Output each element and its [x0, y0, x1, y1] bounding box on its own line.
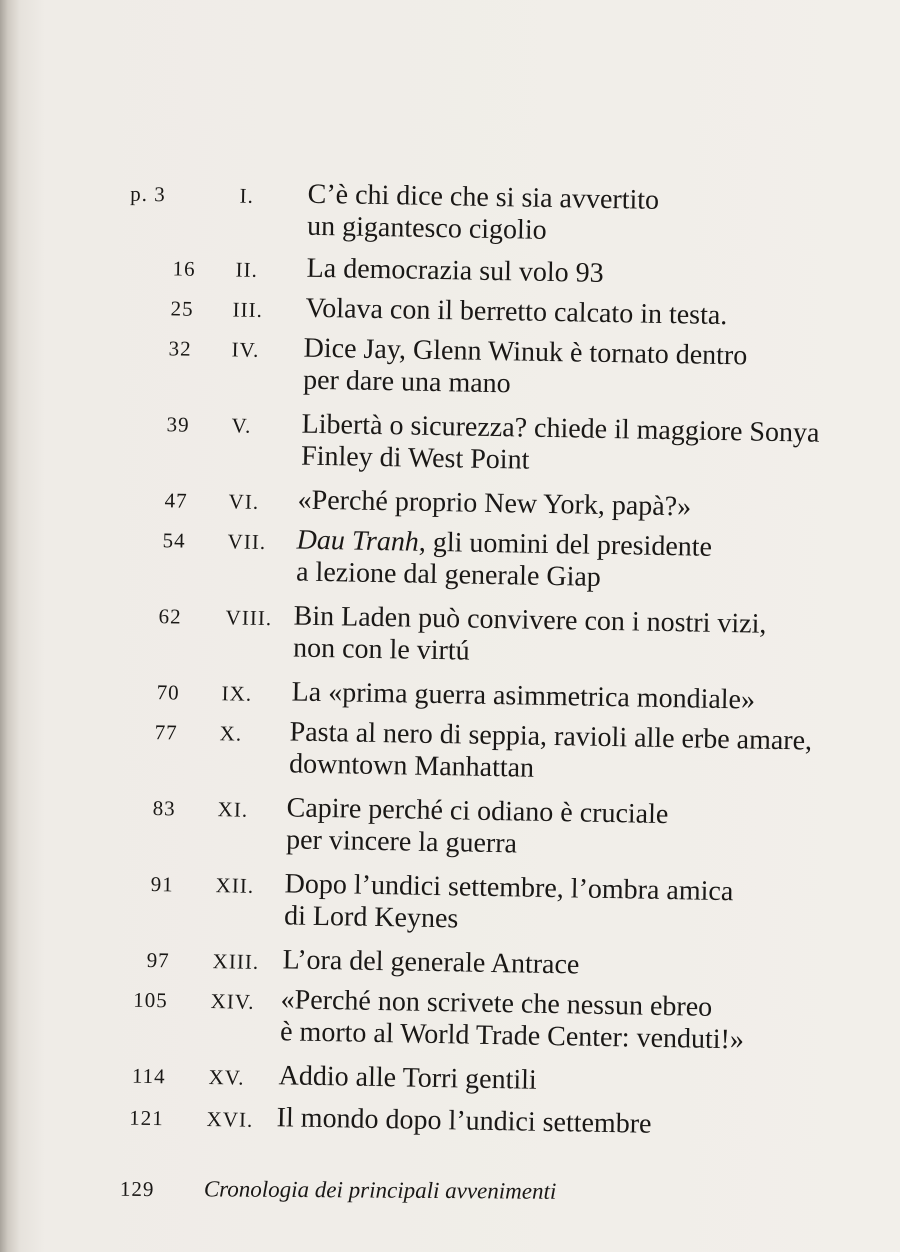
toc-chapter-numeral: VI.: [228, 489, 260, 514]
toc-entry: [0, 247, 900, 289]
toc-title-line-1: «Perché proprio New York, papà?»: [297, 484, 692, 523]
toc-entry: [0, 1097, 900, 1140]
toc-page-number: 16: [172, 256, 196, 281]
toc-title-line-1: Il mondo dopo l’undici settembre: [276, 1102, 652, 1140]
toc-chapter-title: [282, 944, 579, 981]
toc-page-number: p. 3: [129, 181, 166, 207]
toc-chapter-title: [297, 485, 691, 524]
toc-chapter-numeral: X.: [219, 721, 243, 746]
toc-page-number: 114: [131, 1063, 166, 1089]
toc-title-line-2: non con le virtú: [292, 632, 470, 667]
toc-chapter-title: [305, 293, 727, 332]
toc-title-line-1: La democrazia sul volo 93: [306, 252, 604, 289]
toc-title-line-2: a lezione dal generale Giap: [295, 556, 602, 593]
toc-page-number: 47: [164, 488, 188, 513]
toc-chapter-numeral: VII.: [227, 529, 267, 555]
toc-final-entry: [0, 1172, 900, 1204]
toc-page-number: 25: [170, 296, 194, 321]
toc-title-line-1: Bin Laden può convivere con i nostri vizi,: [293, 600, 767, 640]
toc-page-number: 70: [156, 680, 180, 705]
toc-title-line-2: per dare una mano: [302, 364, 511, 400]
toc-page-number: 83: [152, 796, 176, 821]
toc-title-line-1: Pasta al nero di seppia, ravioli alle erbe amare,: [289, 716, 813, 757]
toc-page-number: 32: [168, 336, 192, 361]
toc-chapter-numeral: XV.: [208, 1065, 245, 1090]
toc-page-number: 54: [162, 528, 186, 553]
toc-chapter-numeral: IV.: [231, 337, 260, 362]
toc-entry: [0, 939, 900, 981]
toc-entry: [0, 1055, 900, 1096]
toc-entry: [0, 671, 900, 716]
toc-entry: [0, 327, 900, 400]
toc-page-number: 62: [158, 604, 182, 629]
toc-title-line-1: L’ora del generale Antrace: [282, 944, 580, 981]
toc-chapter-title: [291, 676, 755, 716]
toc-title-line-1: Dice Jay, Glenn Winuk è tornato dentro: [303, 332, 748, 372]
toc-chapter-title: [280, 984, 745, 1056]
toc-chapter-numeral: VIII.: [225, 605, 273, 631]
toc-title-line-2: è morto al World Trade Center: venduti!»: [279, 1016, 745, 1056]
toc-title-line-2: Finley di West Point: [300, 440, 530, 476]
toc-chapter-title: [307, 179, 659, 249]
toc-page-number: 129: [119, 1176, 155, 1202]
toc-chapter-numeral: XIV.: [210, 989, 255, 1014]
toc-entry: [0, 863, 900, 935]
toc-entry: [0, 519, 900, 593]
toc-title-line-1: C’è chi dice che si sia avvertito: [307, 178, 660, 216]
toc-chapter-title: [278, 1060, 537, 1096]
toc-page-number: 39: [166, 412, 190, 437]
toc-title-line-2: per vincere la guerra: [285, 824, 518, 860]
toc-page-number: 77: [154, 720, 178, 745]
toc-title-line-2: downtown Manhattan: [288, 748, 535, 784]
toc-page-number: 91: [150, 872, 174, 897]
toc-chapter-title: [293, 601, 767, 673]
toc-page-number: 121: [128, 1105, 164, 1131]
toc-chapter-title: [301, 409, 820, 482]
toc-chapter-numeral: II.: [235, 257, 259, 282]
toc-chapter-title: [303, 333, 748, 405]
toc-page-number: 97: [146, 947, 170, 973]
toc-title-line-2: un gigantesco cigolio: [306, 210, 547, 246]
toc-chapter-title: [276, 1102, 651, 1141]
toc-chapter-title: [306, 253, 604, 290]
toc-appendix-title: Cronologia dei principali avvenimenti: [203, 1176, 557, 1204]
toc-entry: [0, 595, 900, 667]
toc-chapter-numeral: XIII.: [212, 949, 260, 974]
toc-chapter-numeral: XVI.: [206, 1106, 254, 1132]
toc-title-line-1: La «prima guerra asimmetrica mondiale»: [291, 676, 756, 716]
toc-entry: [0, 173, 900, 246]
toc-title-line-1: Dopo l’undici settembre, l’ombra amica: [284, 868, 734, 908]
toc-chapter-title: [286, 792, 669, 863]
toc-title-rest: , gli uomini del presidente: [418, 526, 713, 563]
toc-title-line-1: Addio alle Torri gentili: [278, 1060, 537, 1096]
toc-title-line-1: Volava con il berretto calcato in testa.: [305, 292, 728, 332]
toc-title-line-1: Libertà o sicurezza? chiede il maggiore Sonya: [301, 408, 820, 449]
toc-entry: [0, 287, 900, 332]
toc-chapter-title: [289, 716, 812, 789]
toc-entry: [0, 403, 900, 476]
toc-title-line-1: «Perché non scrivete che nessun ebreo: [280, 984, 713, 1023]
toc-chapter-numeral: I.: [239, 183, 255, 208]
toc-chapter-title: [296, 525, 712, 596]
toc-chapter-numeral: XII.: [215, 873, 255, 898]
toc-chapter-title: [284, 868, 734, 940]
toc-chapter-numeral: IX.: [221, 681, 253, 706]
toc-entry: [0, 479, 900, 523]
toc-entry: [0, 979, 900, 1056]
toc-chapter-numeral: III.: [232, 297, 264, 322]
toc-chapter-numeral: XI.: [217, 797, 249, 822]
toc-entry: [0, 711, 900, 784]
toc-chapter-numeral: V.: [231, 413, 252, 438]
toc-title-line-1: Capire perché ci odiano è cruciale: [286, 792, 669, 831]
toc-page-number: 105: [132, 987, 168, 1013]
toc-title-line-2: di Lord Keynes: [283, 900, 459, 935]
toc-title-italic: Dau Tranh: [296, 524, 420, 558]
toc-entry: [0, 787, 900, 860]
